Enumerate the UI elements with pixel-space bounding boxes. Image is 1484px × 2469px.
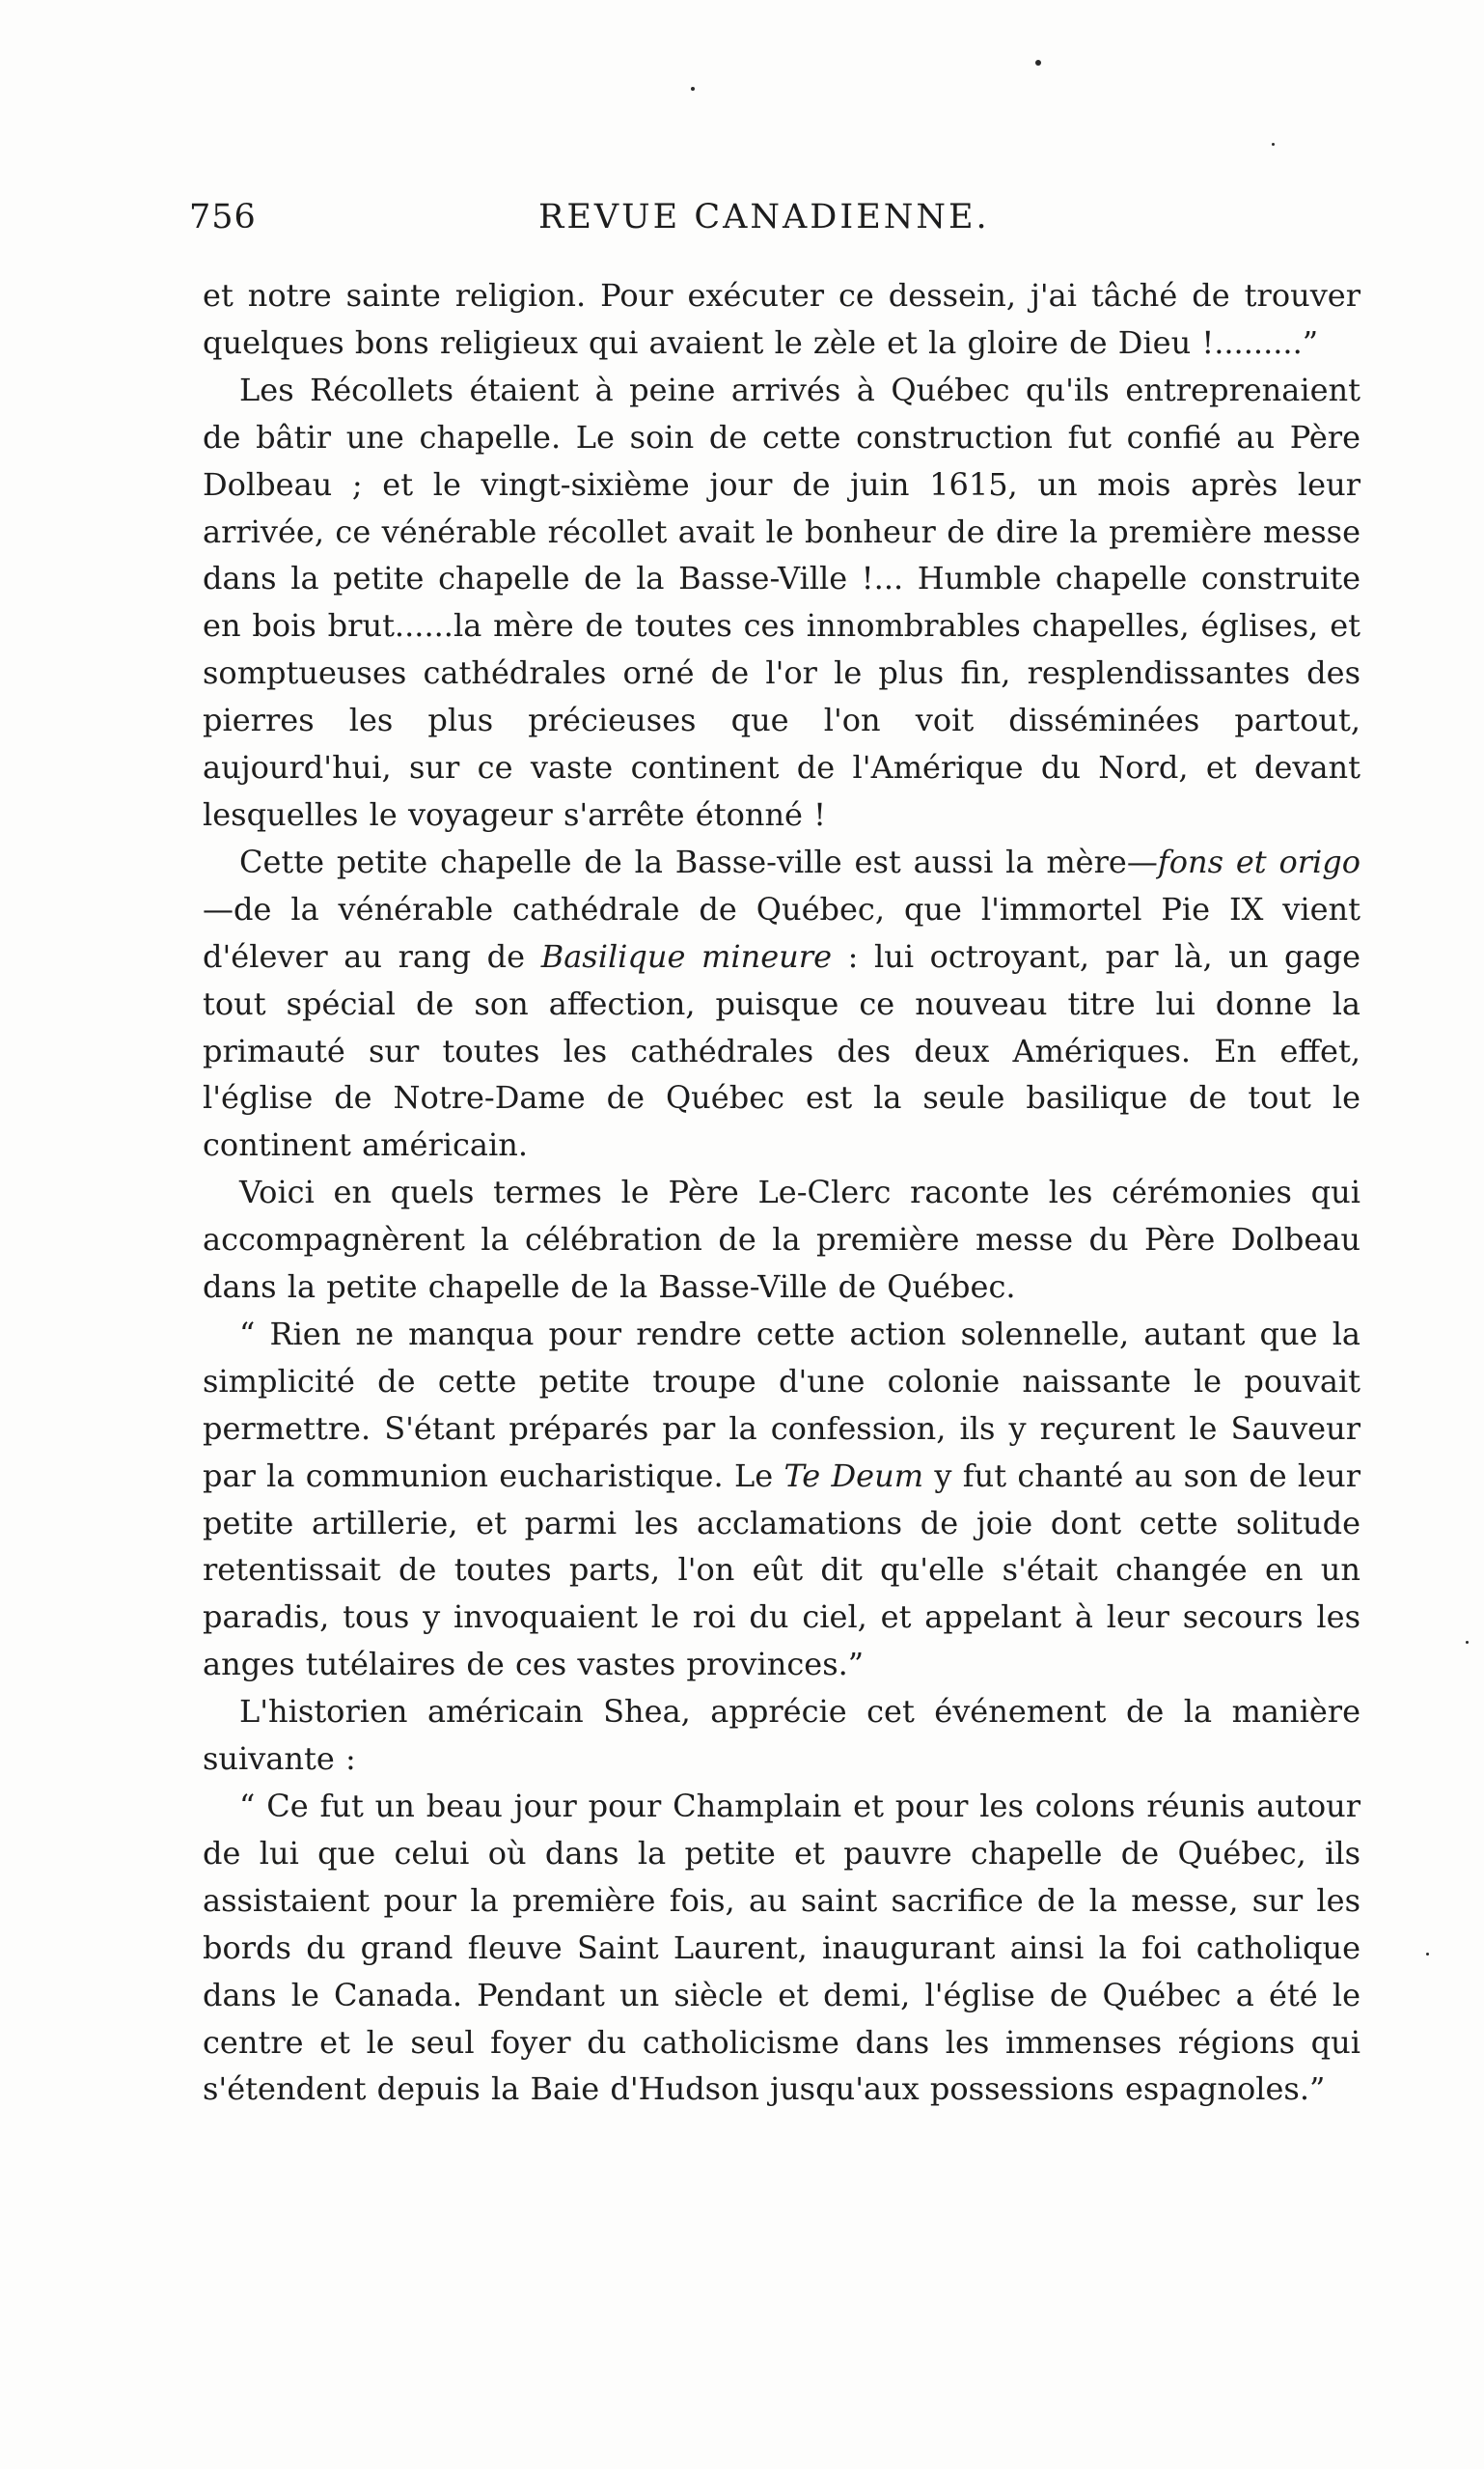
text-run: et notre sainte religion. Pour exécuter ce dessein, j'ai tâché de trouver quelques bons religieux qui avaient le zèle et la gloire de Dieu !.........” bbox=[203, 277, 1360, 361]
body-text bbox=[203, 272, 1360, 2113]
paragraph bbox=[203, 839, 1360, 1169]
text-run: “ Ce fut un beau jour pour Champlain et pour les colons réunis autour de lui que celui où dans la petite et pauvre chapelle de Québec, ils assistaient pour la première fois, au saint sacrifice de la messe, sur les bords du grand fleuve Saint Laurent, inaugurant ainsi la foi catholique dans le Canada. Pendant un siècle et demi, l'église de Québec a été le centre et le seul foyer du catholicisme dans les immenses régions qui s'étendent depuis la Baie d'Hudson jusqu'aux possessions espagnoles.” bbox=[203, 1788, 1360, 2108]
paragraph bbox=[203, 1688, 1360, 1783]
quotation-paragraph bbox=[203, 1783, 1360, 2113]
text-run: L'historien américain Shea, apprécie cet événement de la manière suivante : bbox=[203, 1693, 1360, 1778]
italic-text-run: fons et origo bbox=[1157, 843, 1361, 880]
italic-text-run: Basilique mineure bbox=[540, 937, 833, 975]
ink-speck bbox=[1272, 143, 1275, 146]
text-run: Cette petite chapelle de la Basse-ville est aussi la mère— bbox=[239, 843, 1158, 880]
text-run: Voici en quels termes le Père Le-Clerc raconte les cérémonies qui accompagnèrent la célébration de la première messe du Père Dolbeau dans la petite chapelle de la Basse-Ville de Québec. bbox=[203, 1174, 1360, 1306]
italic-text-run: Te Deum bbox=[783, 1456, 924, 1494]
text-run: y fut chanté au son de leur petite artillerie, et parmi les acclamations de joie dont cette solitude retentissait de toutes parts, l'on eût dit qu'elle s'était changée en un paradis, tous y invoquaient le roi du ciel, et appelant à leur secours les anges tutélaires de ces vastes provinces.” bbox=[203, 1456, 1361, 1683]
quotation-paragraph bbox=[203, 1311, 1360, 1688]
paragraph bbox=[203, 1169, 1360, 1311]
text-run: : lui octroyant, par là, un gage tout spécial de son affection, puisque ce nouveau titre lui donne la primauté sur toutes les cathédrales des deux Amériques. En effet, l'église de Notre-Dame de Québec est la seule basilique de tout le continent américain. bbox=[203, 937, 1361, 1164]
page-header bbox=[189, 198, 990, 246]
ink-speck bbox=[1466, 1641, 1469, 1644]
text-run: —de la vénérable cathédrale de Québec, que l'immortel Pie IX vient d'élever au rang de bbox=[203, 890, 1360, 975]
ink-speck bbox=[1035, 60, 1041, 66]
running-head: REVUE CANADIENNE. bbox=[538, 198, 990, 236]
paragraph bbox=[203, 272, 1360, 367]
text-run: Les Récollets étaient à peine arrivés à Québec qu'ils entreprenaient de bâtir une chapelle. Le soin de cette construction fut confié au Père Dolbeau ; et le vingt-sixième jour de juin 1615, un mois après leur arrivée, ce vénérable récollet avait le bonheur de dire la première messe dans la petite chapelle de la Basse-Ville !... Humble chapelle construite en bois brut......la mère de toutes ces innombrables chapelles, églises, et somptueuses cathédrales orné de l'or le plus fin, resplendissantes des pierres les plus précieuses que l'on voit disséminées partout, aujourd'hui, sur ce vaste continent de l'Amérique du Nord, et devant lesquelles le voyageur s'arrête étonné ! bbox=[203, 371, 1360, 833]
page-number: 756 bbox=[189, 198, 257, 236]
paragraph bbox=[203, 367, 1360, 839]
text-run: “ Rien ne manqua pour rendre cette action solennelle, autant que la simplicité de cette petite troupe d'une colonie naissante le pouvait permettre. S'étant préparés par la confession, ils y reçurent le Sauveur par la communion eucharistique. Le bbox=[203, 1315, 1360, 1494]
ink-speck bbox=[691, 87, 695, 91]
ink-speck bbox=[1426, 1953, 1429, 1956]
